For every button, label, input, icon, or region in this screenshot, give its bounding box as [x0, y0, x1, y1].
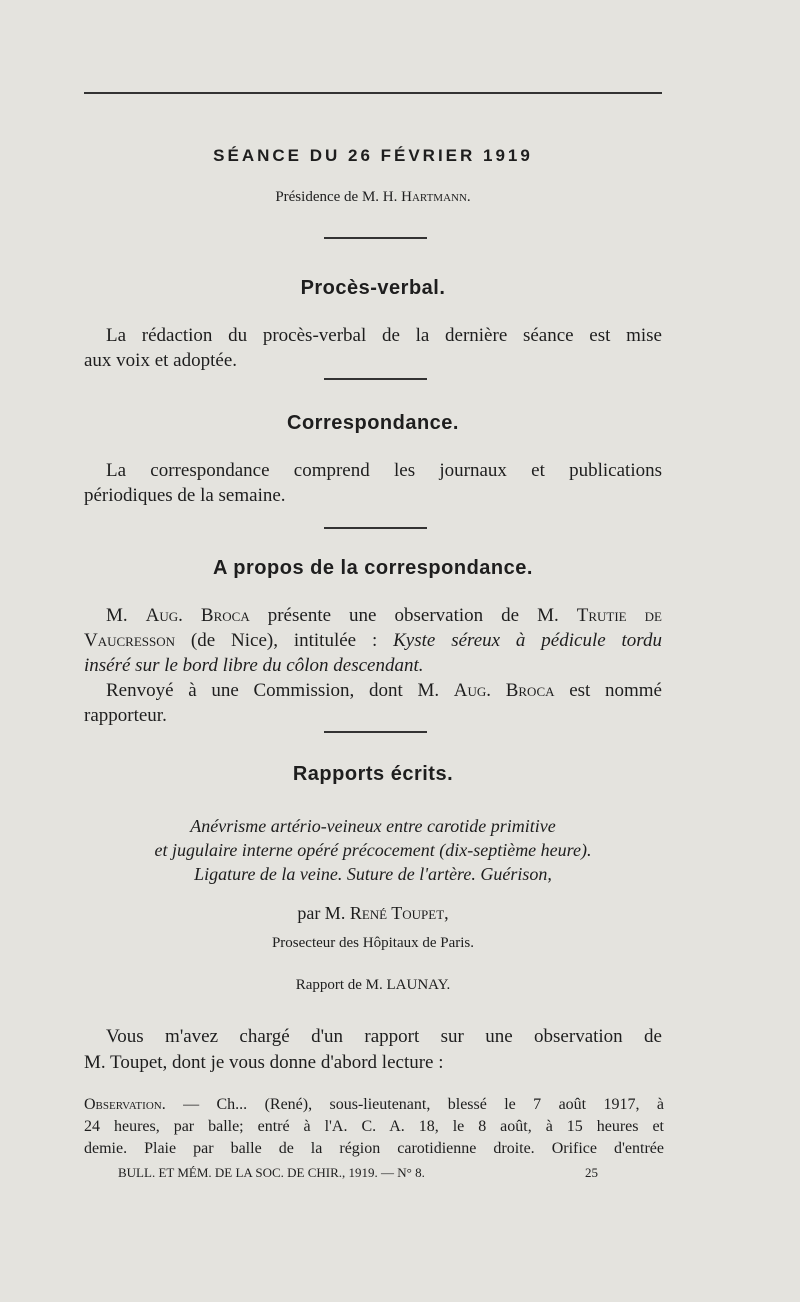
page-number: 25	[585, 1165, 598, 1180]
text-line: Vous m'avez chargé d'un rapport sur une observation de	[106, 1026, 662, 1047]
report-title-line: et jugulaire interne opéré précocement (dix-septième heure).	[154, 840, 592, 860]
rapporteur-line: Rapport de M. LAUNAY.	[295, 977, 451, 993]
observation-paragraph	[84, 1094, 664, 1160]
author-affiliation: Prosecteur des Hôpitaux de Paris.	[271, 935, 475, 951]
text-line: La rédaction du procès-verbal de la dernière séance est mise	[106, 325, 662, 346]
proces-verbal-paragraph	[84, 323, 662, 373]
heading-rapports-ecrits: Rapports écrits.	[292, 763, 454, 785]
separator-rule	[324, 731, 427, 733]
separator-rule	[324, 237, 427, 239]
text-line: M. Aug. Broca présente une observation de M. Trutie de	[106, 605, 662, 626]
text-line: Observation. — Ch... (René), sous-lieutenant, blessé le 7 août 1917, à	[84, 1096, 664, 1113]
seance-title: SÉANCE DU 26 FÉVRIER 1919	[213, 146, 533, 165]
text-line: Renvoyé à une Commission, dont M. Aug. Broca est nommé	[106, 680, 662, 701]
text-line: périodiques de la semaine.	[84, 485, 286, 506]
correspondance-paragraph	[84, 458, 662, 508]
text-line: rapporteur.	[84, 705, 167, 726]
heading-proces-verbal: Procès-verbal.	[300, 277, 446, 299]
president-name: Hartmann	[401, 189, 467, 205]
text-line: Vaucresson (de Nice), intitulée : Kyste séreux à pédicule tordu	[84, 630, 662, 651]
heading-correspondance: Correspondance.	[287, 412, 459, 434]
text-line: La correspondance comprend les journaux et publications	[106, 460, 662, 481]
report-intro-paragraph	[84, 1024, 662, 1076]
text-line: aux voix et adoptée.	[84, 350, 238, 371]
report-author: par M. René Toupet,	[297, 903, 449, 923]
top-rule	[84, 92, 662, 94]
separator-rule	[324, 527, 427, 529]
separator-rule	[324, 378, 427, 380]
report-title-line: Ligature de la veine. Suture de l'artère. Guérison,	[194, 864, 552, 884]
observation-label: Observation.	[84, 1096, 166, 1113]
presidence-line	[84, 189, 662, 206]
text-line: inséré sur le bord libre du côlon descendant.	[84, 655, 424, 676]
page-footer	[118, 1165, 598, 1181]
presidence-prefix: Présidence de M. H.	[275, 189, 398, 205]
journal-reference: BULL. ET MÉM. DE LA SOC. DE CHIR., 1919. — N° 8.	[118, 1165, 425, 1180]
a-propos-paragraph	[84, 603, 662, 728]
report-title-line: Anévrisme artério-veineux entre carotide primitive	[190, 816, 556, 836]
report-title	[84, 814, 662, 886]
text-line: M. Toupet, dont je vous donne d'abord lecture :	[84, 1052, 444, 1073]
presidence-suffix: .	[466, 189, 471, 205]
author-name: René Toupet	[349, 903, 445, 923]
heading-a-propos: A propos de la correspondance.	[213, 557, 533, 579]
text-line: 24 heures, par balle; entré à l'A. C. A. 18, le 8 août, à 15 heures et	[84, 1118, 664, 1135]
text-line: demie. Plaie par balle de la région carotidienne droite. Orifice d'entrée	[84, 1140, 664, 1157]
